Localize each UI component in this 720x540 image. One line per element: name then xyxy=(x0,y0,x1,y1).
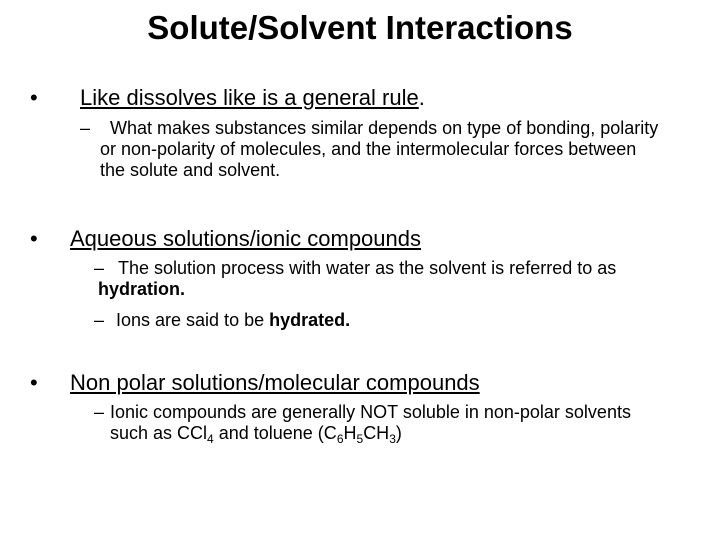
bullet-suffix: . xyxy=(418,85,425,110)
term-hydrated: hydrated. xyxy=(269,310,351,330)
sub-text: What makes substances similar depends on type of bonding, polarity or non-polarity of molecules, and the intermolecular forces between the solute and solvent. xyxy=(100,118,659,180)
formula-part: H xyxy=(343,423,357,443)
bullet-marker: • xyxy=(30,370,38,395)
sub-bullet-hydration xyxy=(94,258,684,302)
subscript: 6 xyxy=(336,432,344,446)
sub-text: and toluene (C xyxy=(213,423,337,443)
sub-marker: – xyxy=(94,258,105,278)
sub-text: The solution process with water as the solvent is referred to as xyxy=(118,258,617,278)
bullet-marker: • xyxy=(30,85,38,110)
sub-marker: – xyxy=(94,402,105,422)
sub-bullet-ionic-solubility xyxy=(94,402,684,450)
slide-title: Solute/Solvent Interactions xyxy=(147,9,573,46)
sub-marker: – xyxy=(80,118,91,138)
sub-marker: – xyxy=(94,310,105,330)
bullet-nonpolar-solutions xyxy=(30,370,690,396)
term-hydration: hydration. xyxy=(98,279,186,299)
sub-bullet-hydrated xyxy=(94,310,684,332)
sub-text: ) xyxy=(395,423,402,443)
subscript: 4 xyxy=(207,432,214,446)
bullet-aqueous-solutions xyxy=(30,226,690,252)
sub-bullet-similarity xyxy=(80,118,660,184)
bullet-marker: • xyxy=(30,226,38,251)
formula-part: CH xyxy=(363,423,390,443)
bullet-text: Like dissolves like is a general rule xyxy=(80,85,419,110)
subscript: 3 xyxy=(389,432,396,446)
subscript: 5 xyxy=(356,432,364,446)
bullet-like-dissolves-like xyxy=(30,85,690,111)
sub-text: Ionic compounds are generally NOT soluble in non-polar solvents such as CCl xyxy=(110,402,631,443)
sub-text: Ions are said to be xyxy=(116,310,270,330)
bullet-text: Non polar solutions/molecular compounds xyxy=(70,370,480,395)
bullet-text: Aqueous solutions/ionic compounds xyxy=(70,226,422,251)
